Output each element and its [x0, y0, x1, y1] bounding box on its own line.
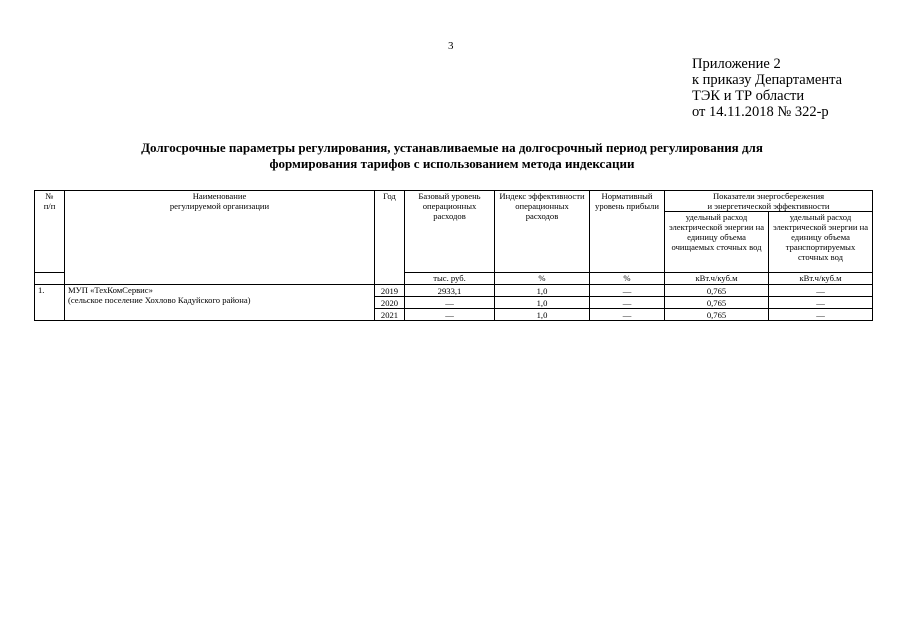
efficiency-index-cell: 1,0 [495, 309, 590, 321]
unit-cell: % [590, 273, 665, 285]
efficiency-index-cell: 1,0 [495, 297, 590, 309]
energy-treatment-cell: 0,765 [665, 297, 769, 309]
header-cell-year: Год [375, 191, 405, 285]
header-cell-energy-transport: удельный расход электрической энергии на единицу объема транспортируемых сточных вод [769, 212, 873, 273]
efficiency-index-cell: 1,0 [495, 285, 590, 297]
table-row [35, 285, 873, 297]
unit-cell: % [495, 273, 590, 285]
organization-name [65, 285, 375, 321]
parameters-table [34, 190, 873, 321]
profit-level-cell: — [590, 297, 665, 309]
row-number: 1. [35, 285, 65, 321]
profit-level-cell: — [590, 309, 665, 321]
header-cell-energy-treatment: удельный расход электрической энергии на единицу объема очищаемых сточных вод [665, 212, 769, 273]
energy-transport-cell: — [769, 297, 873, 309]
header-text: п/п [43, 201, 56, 211]
title-line: Долгосрочные параметры регулирования, устанавливаемые на долгосрочный период регулирования для [141, 140, 763, 155]
header-cell-number [35, 191, 65, 273]
header-text: Наименование [192, 191, 247, 201]
base-level-cell: 2933,1 [405, 285, 495, 297]
appendix-block [692, 56, 842, 120]
document-title [60, 140, 844, 172]
header-cell-efficiency-index: Индекс эффективности операционных расходов [495, 191, 590, 273]
appendix-line: от 14.11.2018 № 322-р [692, 104, 829, 120]
appendix-line: к приказу Департамента [692, 72, 843, 88]
base-level-cell: — [405, 309, 495, 321]
header-text: № [45, 191, 54, 201]
header-row [35, 191, 873, 212]
organization-name-line: (сельское поселение Хохлово Кадуйского района) [68, 295, 251, 305]
header-cell-profit-level: Нормативный уровень прибыли [590, 191, 665, 273]
unit-cell: кВт.ч/куб.м [665, 273, 769, 285]
page-number: 3 [448, 40, 454, 52]
energy-treatment-cell: 0,765 [665, 285, 769, 297]
appendix-line: Приложение 2 [692, 56, 781, 72]
header-cell-base-level: Базовый уровень операционных расходов [405, 191, 495, 273]
unit-cell: кВт.ч/куб.м [769, 273, 873, 285]
energy-transport-cell: — [769, 309, 873, 321]
header-text: Показатели энергосбережения [712, 191, 825, 201]
header-cell-energy-group [665, 191, 873, 212]
base-level-cell: — [405, 297, 495, 309]
year-cell: 2020 [375, 297, 405, 309]
year-cell: 2019 [375, 285, 405, 297]
appendix-line: ТЭК и ТР области [692, 88, 805, 104]
energy-treatment-cell: 0,765 [665, 309, 769, 321]
header-text: и энергетической эффективности [707, 201, 830, 211]
unit-cell: тыс. руб. [405, 273, 495, 285]
header-text: регулируемой организации [169, 201, 270, 211]
title-line: формирования тарифов с использованием метода индексации [269, 156, 635, 171]
header-cell-organization [65, 191, 375, 285]
year-cell: 2021 [375, 309, 405, 321]
organization-name-line: МУП «ТехКомСервис» [68, 285, 153, 295]
profit-level-cell: — [590, 285, 665, 297]
energy-transport-cell: — [769, 285, 873, 297]
units-cell-blank [35, 273, 65, 285]
